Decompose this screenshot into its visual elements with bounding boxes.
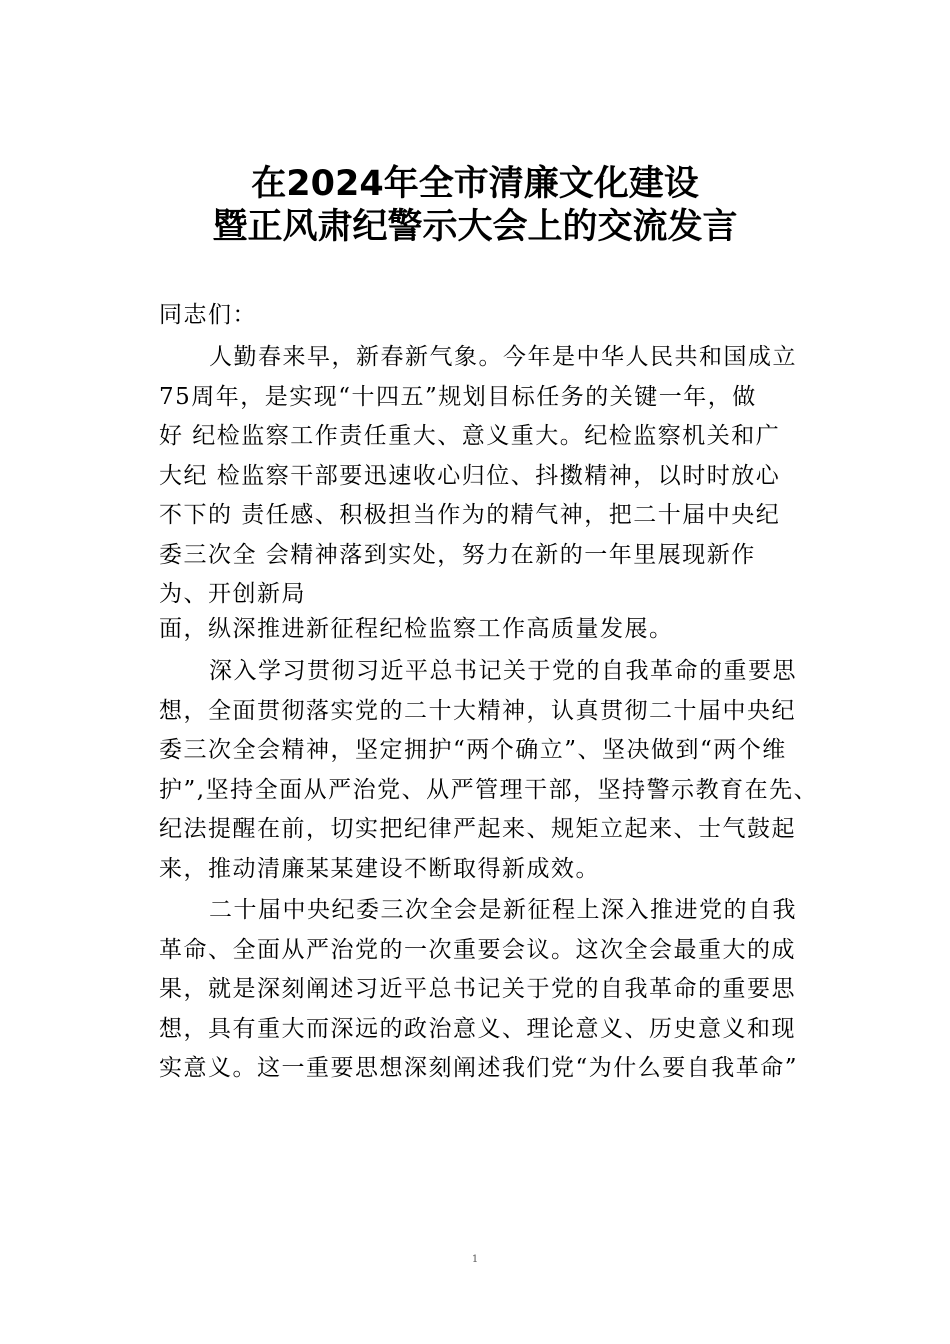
page-number: 1: [471, 1254, 479, 1265]
paragraph-line: 面，纵深推进新征程纪检监察工作高质量发展。: [159, 616, 674, 642]
paragraph-line: 护”,坚持全面从严治党、从严管理干部，坚持警示教育在先、: [159, 776, 819, 803]
paragraph-line: 委三次全会精神，坚定拥护“两个确立”、坚决做到“两个维: [159, 737, 787, 763]
document-title: [0, 163, 950, 249]
paragraph-line: 委三次全 会精神落到实处，努力在新的一年里展现新作: [159, 541, 756, 568]
paragraph-line: 为、开创新局: [159, 581, 306, 607]
paragraph-3: [159, 891, 829, 1089]
paragraph-line: 革命、全面从严治党的一次重要会议。这次全会最重大的成: [159, 936, 796, 963]
paragraph-2: [159, 652, 829, 889]
title-line-2: 暨正风肃纪警示大会上的交流发言: [212, 207, 738, 247]
paragraph-line: 不下的 责任感、积极担当作为的精气神，把二十届中央纪: [159, 502, 781, 528]
paragraph-line: 想，全面贯彻落实党的二十大精神，认真贯彻二十届中央纪: [159, 697, 796, 724]
paragraph-line: 纪法提醒在前，切实把纪律严起来、规矩立起来、士气鼓起: [159, 816, 796, 842]
paragraph-line: 75周年，是实现“十四五”规划目标任务的关键一年，做: [159, 383, 757, 410]
paragraph-line: 好 纪检监察工作责任重大、意义重大。纪检监察机关和广: [159, 423, 781, 449]
paragraph-line: 果，就是深刻阐述习近平总书记关于党的自我革命的重要思: [159, 976, 796, 1002]
paragraph-line: 实意义。这一重要思想深刻阐述我们党“为什么要自我革命”: [159, 1055, 799, 1081]
paragraph-line: 人勤春来早，新春新气象。今年是中华人民共和国成立: [209, 344, 797, 370]
greeting: 同志们：: [159, 302, 257, 328]
paragraph-1: [159, 338, 829, 650]
paragraph-line: 想，具有重大而深远的政治意义、理论意义、历史意义和现: [159, 1015, 796, 1042]
paragraph-line: 深入学习贯彻习近平总书记关于党的自我革命的重要思: [209, 658, 797, 684]
paragraph-line: 来，推动清廉某某建设不断取得新成效。: [159, 855, 600, 882]
paragraph-line: 大纪 检监察干部要迅速收心归位、抖擞精神，以时时放心: [159, 462, 781, 489]
title-line-1: 在2024年全市清廉文化建设: [251, 164, 699, 204]
paragraph-line: 二十届中央纪委三次全会是新征程上深入推进党的自我: [209, 897, 797, 923]
